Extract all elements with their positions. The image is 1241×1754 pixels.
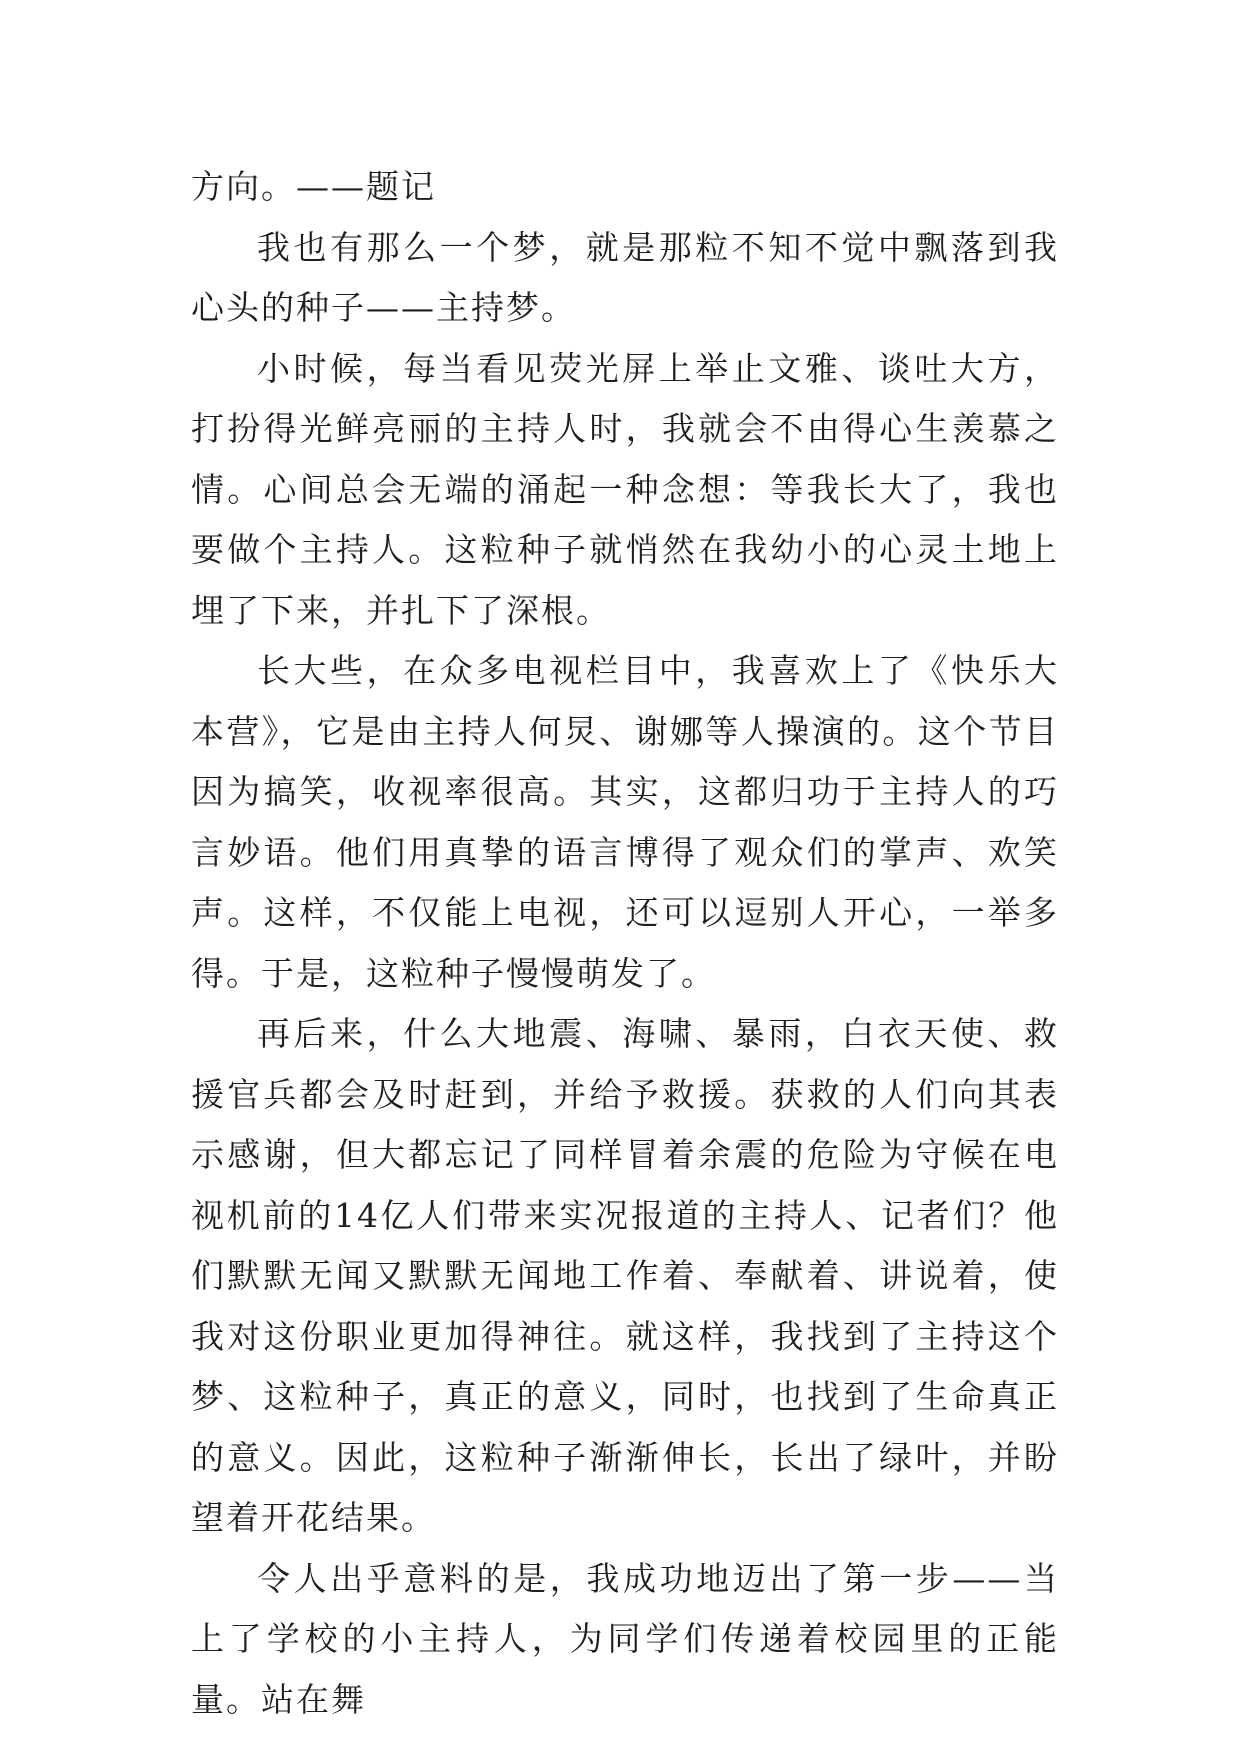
paragraph-childhood: 小时候，每当看见荧光屏上举止文雅、谈吐大方，打扮得光鲜亮丽的主持人时，我就会不由得心生羡慕之情。心间总会无端的涌起一种念想：等我长大了，我也要做个主持人。这粒种子就悄然在我幼小的心灵土地上埋了下来，并扎下了深根。 [191, 348, 1059, 630]
paragraph-later: 再后来，什么大地震、海啸、暴雨，白衣天使、救援官兵都会及时赶到，并给予救援。获救的人们向其表示感谢，但大都忘记了同样冒着余震的危险为守候在电视机前的14亿人们带来实况报道的主持人、记者们？他们默默无闻又默默无闻地工作着、奉献着、讲说着，使我对这份职业更加得神往。就这样，我找到了主持这个梦、这粒种子，真正的意义，同时，也找到了生命真正的意义。因此，这粒种子渐渐伸长，长出了绿叶，并盼望着开花结果。 [191, 1014, 1059, 1537]
paragraph-first-step: 令人出乎意料的是，我成功地迈出了第一步——当上了学校的小主持人，为同学们传递着校园里的正能量。站在舞 [191, 1558, 1059, 1719]
paragraph-growing-up: 长大些，在众多电视栏目中，我喜欢上了《快乐大本营》，它是由主持人何炅、谢娜等人操演的。这个节目因为搞笑，收视率很高。其实，这都归功于主持人的巧言妙语。他们用真挚的语言博得了观众们的掌声、欢笑声。这样，不仅能上电视，还可以逗别人开心，一举多得。于是，这粒种子慢慢萌发了。 [191, 651, 1059, 993]
paragraph-dream: 我也有那么一个梦，就是那粒不知不觉中飘落到我心头的种子——主持梦。 [191, 227, 1059, 327]
essay-body [191, 157, 1059, 1730]
epigraph-ending: 方向。——题记 [191, 167, 436, 206]
